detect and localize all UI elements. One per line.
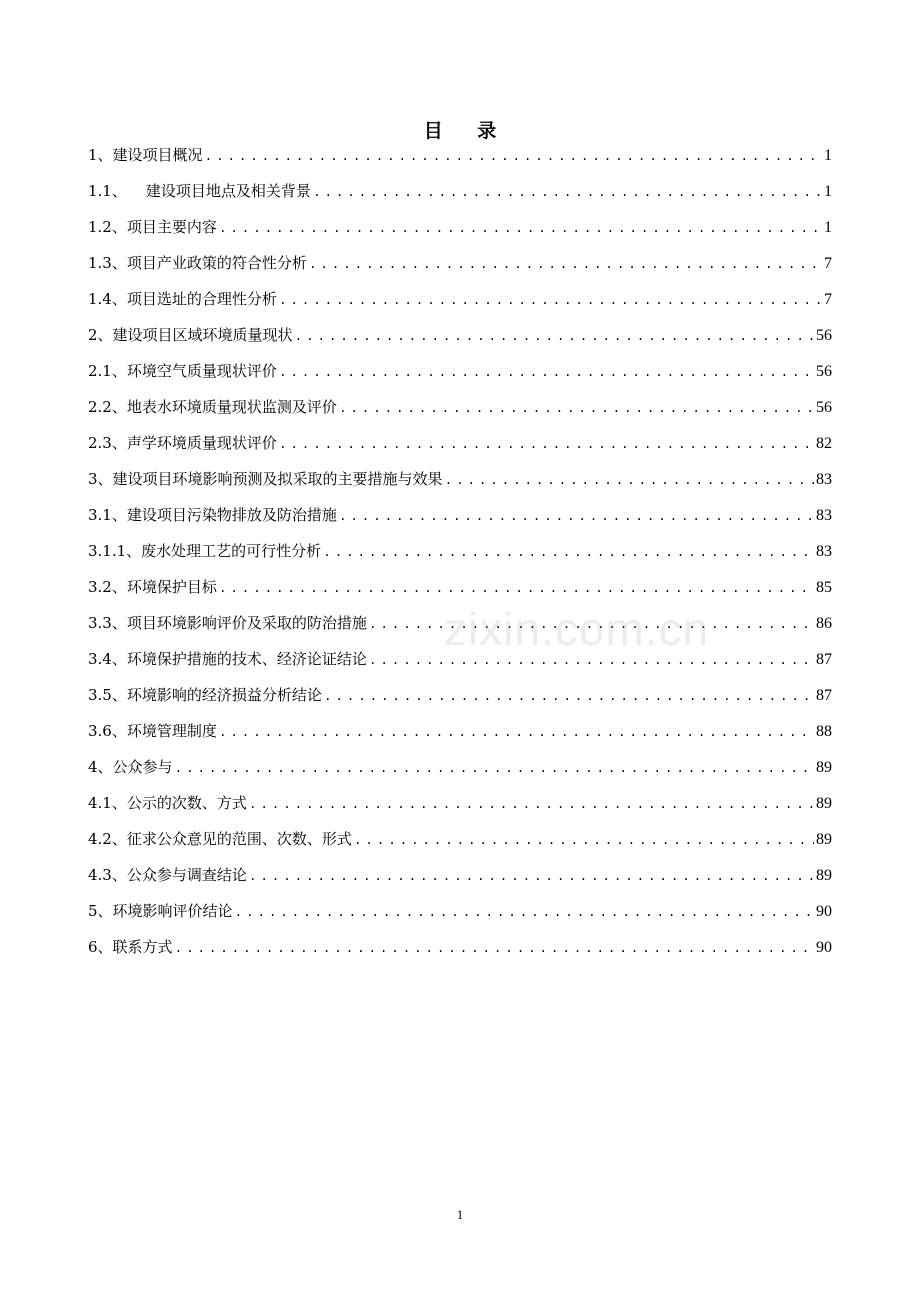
toc-entry[interactable]	[88, 395, 832, 431]
toc-dot-leader	[219, 721, 814, 745]
toc-entry[interactable]	[88, 359, 832, 395]
toc-entry-label: 2.3、声学环境质量现状评价	[88, 434, 277, 452]
toc-entry-label: 3.4、环境保护措施的技术、经济论证结论	[88, 650, 367, 668]
toc-entry[interactable]	[88, 539, 832, 575]
toc-entry-page: 7	[824, 255, 832, 272]
toc-entry-page: 1	[824, 147, 832, 164]
toc-dot-leader	[313, 181, 822, 205]
toc-entry[interactable]	[88, 683, 832, 719]
toc-dot-leader	[354, 829, 814, 853]
toc-dot-leader	[249, 865, 814, 889]
toc-entry-label: 3.2、环境保护目标	[88, 578, 217, 596]
toc-entry-page: 87	[816, 651, 832, 668]
toc-dot-leader	[445, 469, 814, 493]
toc-dot-leader	[235, 901, 814, 925]
toc-entry-label: 4、公众参与	[88, 758, 173, 776]
toc-entry-label: 3.6、环境管理制度	[88, 722, 217, 740]
toc-entry-label: 3.1.1、废水处理工艺的可行性分析	[88, 542, 322, 560]
toc-entry-label: 2、建设项目区域环境质量现状	[88, 326, 293, 344]
toc-entry-page: 83	[816, 543, 832, 560]
toc-entry-label: 3.5、环境影响的经济损益分析结论	[88, 686, 322, 704]
toc-dot-leader	[309, 253, 822, 277]
toc-entry-page: 83	[816, 507, 832, 524]
toc-entry[interactable]	[88, 287, 832, 323]
toc-dot-leader	[279, 289, 822, 313]
toc-entry-page: 85	[816, 579, 832, 596]
toc-entry-label: 2.1、环境空气质量现状评价	[88, 362, 277, 380]
toc-entry[interactable]	[88, 863, 832, 899]
toc-dot-leader	[175, 757, 814, 781]
toc-dot-leader	[279, 361, 814, 385]
toc-dot-leader	[249, 793, 814, 817]
toc-entry-page: 89	[816, 759, 832, 776]
toc-entry-page: 89	[816, 795, 832, 812]
toc-entry-label: 1.3、项目产业政策的符合性分析	[88, 254, 307, 272]
toc-entry-label: 3、建设项目环境影响预测及拟采取的主要措施与效果	[88, 470, 443, 488]
toc-entry[interactable]	[88, 503, 832, 539]
toc-dot-leader	[369, 649, 814, 673]
toc-entry[interactable]	[88, 215, 832, 251]
toc-list	[88, 143, 832, 971]
toc-entry-label: 1.4、项目选址的合理性分析	[88, 290, 277, 308]
toc-entry-label: 3.3、项目环境影响评价及采取的防治措施	[88, 614, 367, 632]
toc-entry-label: 1.2、项目主要内容	[88, 218, 217, 236]
toc-entry-label: 1、建设项目概况	[88, 146, 203, 164]
toc-entry-label: 3.1、建设项目污染物排放及防治措施	[88, 506, 337, 524]
toc-entry[interactable]	[88, 251, 832, 287]
toc-entry-page: 83	[816, 471, 832, 488]
toc-dot-leader	[295, 325, 814, 349]
toc-dot-leader	[339, 505, 814, 529]
toc-dot-leader	[219, 217, 822, 241]
toc-entry-page: 86	[816, 615, 832, 632]
toc-entry[interactable]	[88, 431, 832, 467]
toc-entry-label: 5、环境影响评价结论	[88, 902, 233, 920]
toc-entry[interactable]	[88, 935, 832, 971]
toc-dot-leader	[205, 145, 822, 169]
toc-entry-label: 4.3、公众参与调查结论	[88, 866, 247, 884]
toc-entry-page: 56	[816, 327, 832, 344]
toc-title: 目 录	[423, 120, 511, 142]
toc-entry-page: 87	[816, 687, 832, 704]
toc-dot-leader	[279, 433, 814, 457]
toc-entry[interactable]	[88, 791, 832, 827]
toc-dot-leader	[324, 685, 814, 709]
toc-entry-label: 4.1、公示的次数、方式	[88, 794, 247, 812]
toc-entry-page: 90	[816, 939, 832, 956]
toc-entry-page: 56	[816, 399, 832, 416]
toc-entry[interactable]	[88, 179, 832, 215]
toc-entry[interactable]	[88, 575, 832, 611]
watermark-text: zixin.com.cn	[444, 603, 710, 655]
toc-dot-leader	[219, 577, 814, 601]
toc-entry-label: 1.1、 建设项目地点及相关背景	[88, 182, 311, 200]
toc-entry-page: 82	[816, 435, 832, 452]
toc-dot-leader	[175, 937, 814, 961]
toc-entry-page: 7	[824, 291, 832, 308]
toc-entry-page: 1	[824, 183, 832, 200]
toc-dot-leader	[323, 541, 814, 565]
toc-entry-label: 6、联系方式	[88, 938, 173, 956]
toc-entry-page: 89	[816, 867, 832, 884]
toc-entry[interactable]	[88, 647, 832, 683]
toc-entry[interactable]	[88, 719, 832, 755]
toc-entry-page: 89	[816, 831, 832, 848]
toc-dot-leader	[339, 397, 814, 421]
toc-entry[interactable]	[88, 467, 832, 503]
toc-entry-page: 88	[816, 723, 832, 740]
toc-dot-leader	[369, 613, 814, 637]
toc-entry[interactable]	[88, 755, 832, 791]
toc-entry-page: 90	[816, 903, 832, 920]
toc-entry[interactable]	[88, 611, 832, 647]
toc-entry[interactable]	[88, 899, 832, 935]
page-number: 1	[456, 1207, 464, 1222]
toc-entry[interactable]	[88, 323, 832, 359]
toc-entry-page: 1	[824, 219, 832, 236]
toc-entry[interactable]	[88, 827, 832, 863]
toc-entry-page: 56	[816, 363, 832, 380]
toc-entry-label: 4.2、征求公众意见的范围、次数、形式	[88, 830, 352, 848]
toc-entry[interactable]	[88, 143, 832, 179]
toc-entry-label: 2.2、地表水环境质量现状监测及评价	[88, 398, 337, 416]
